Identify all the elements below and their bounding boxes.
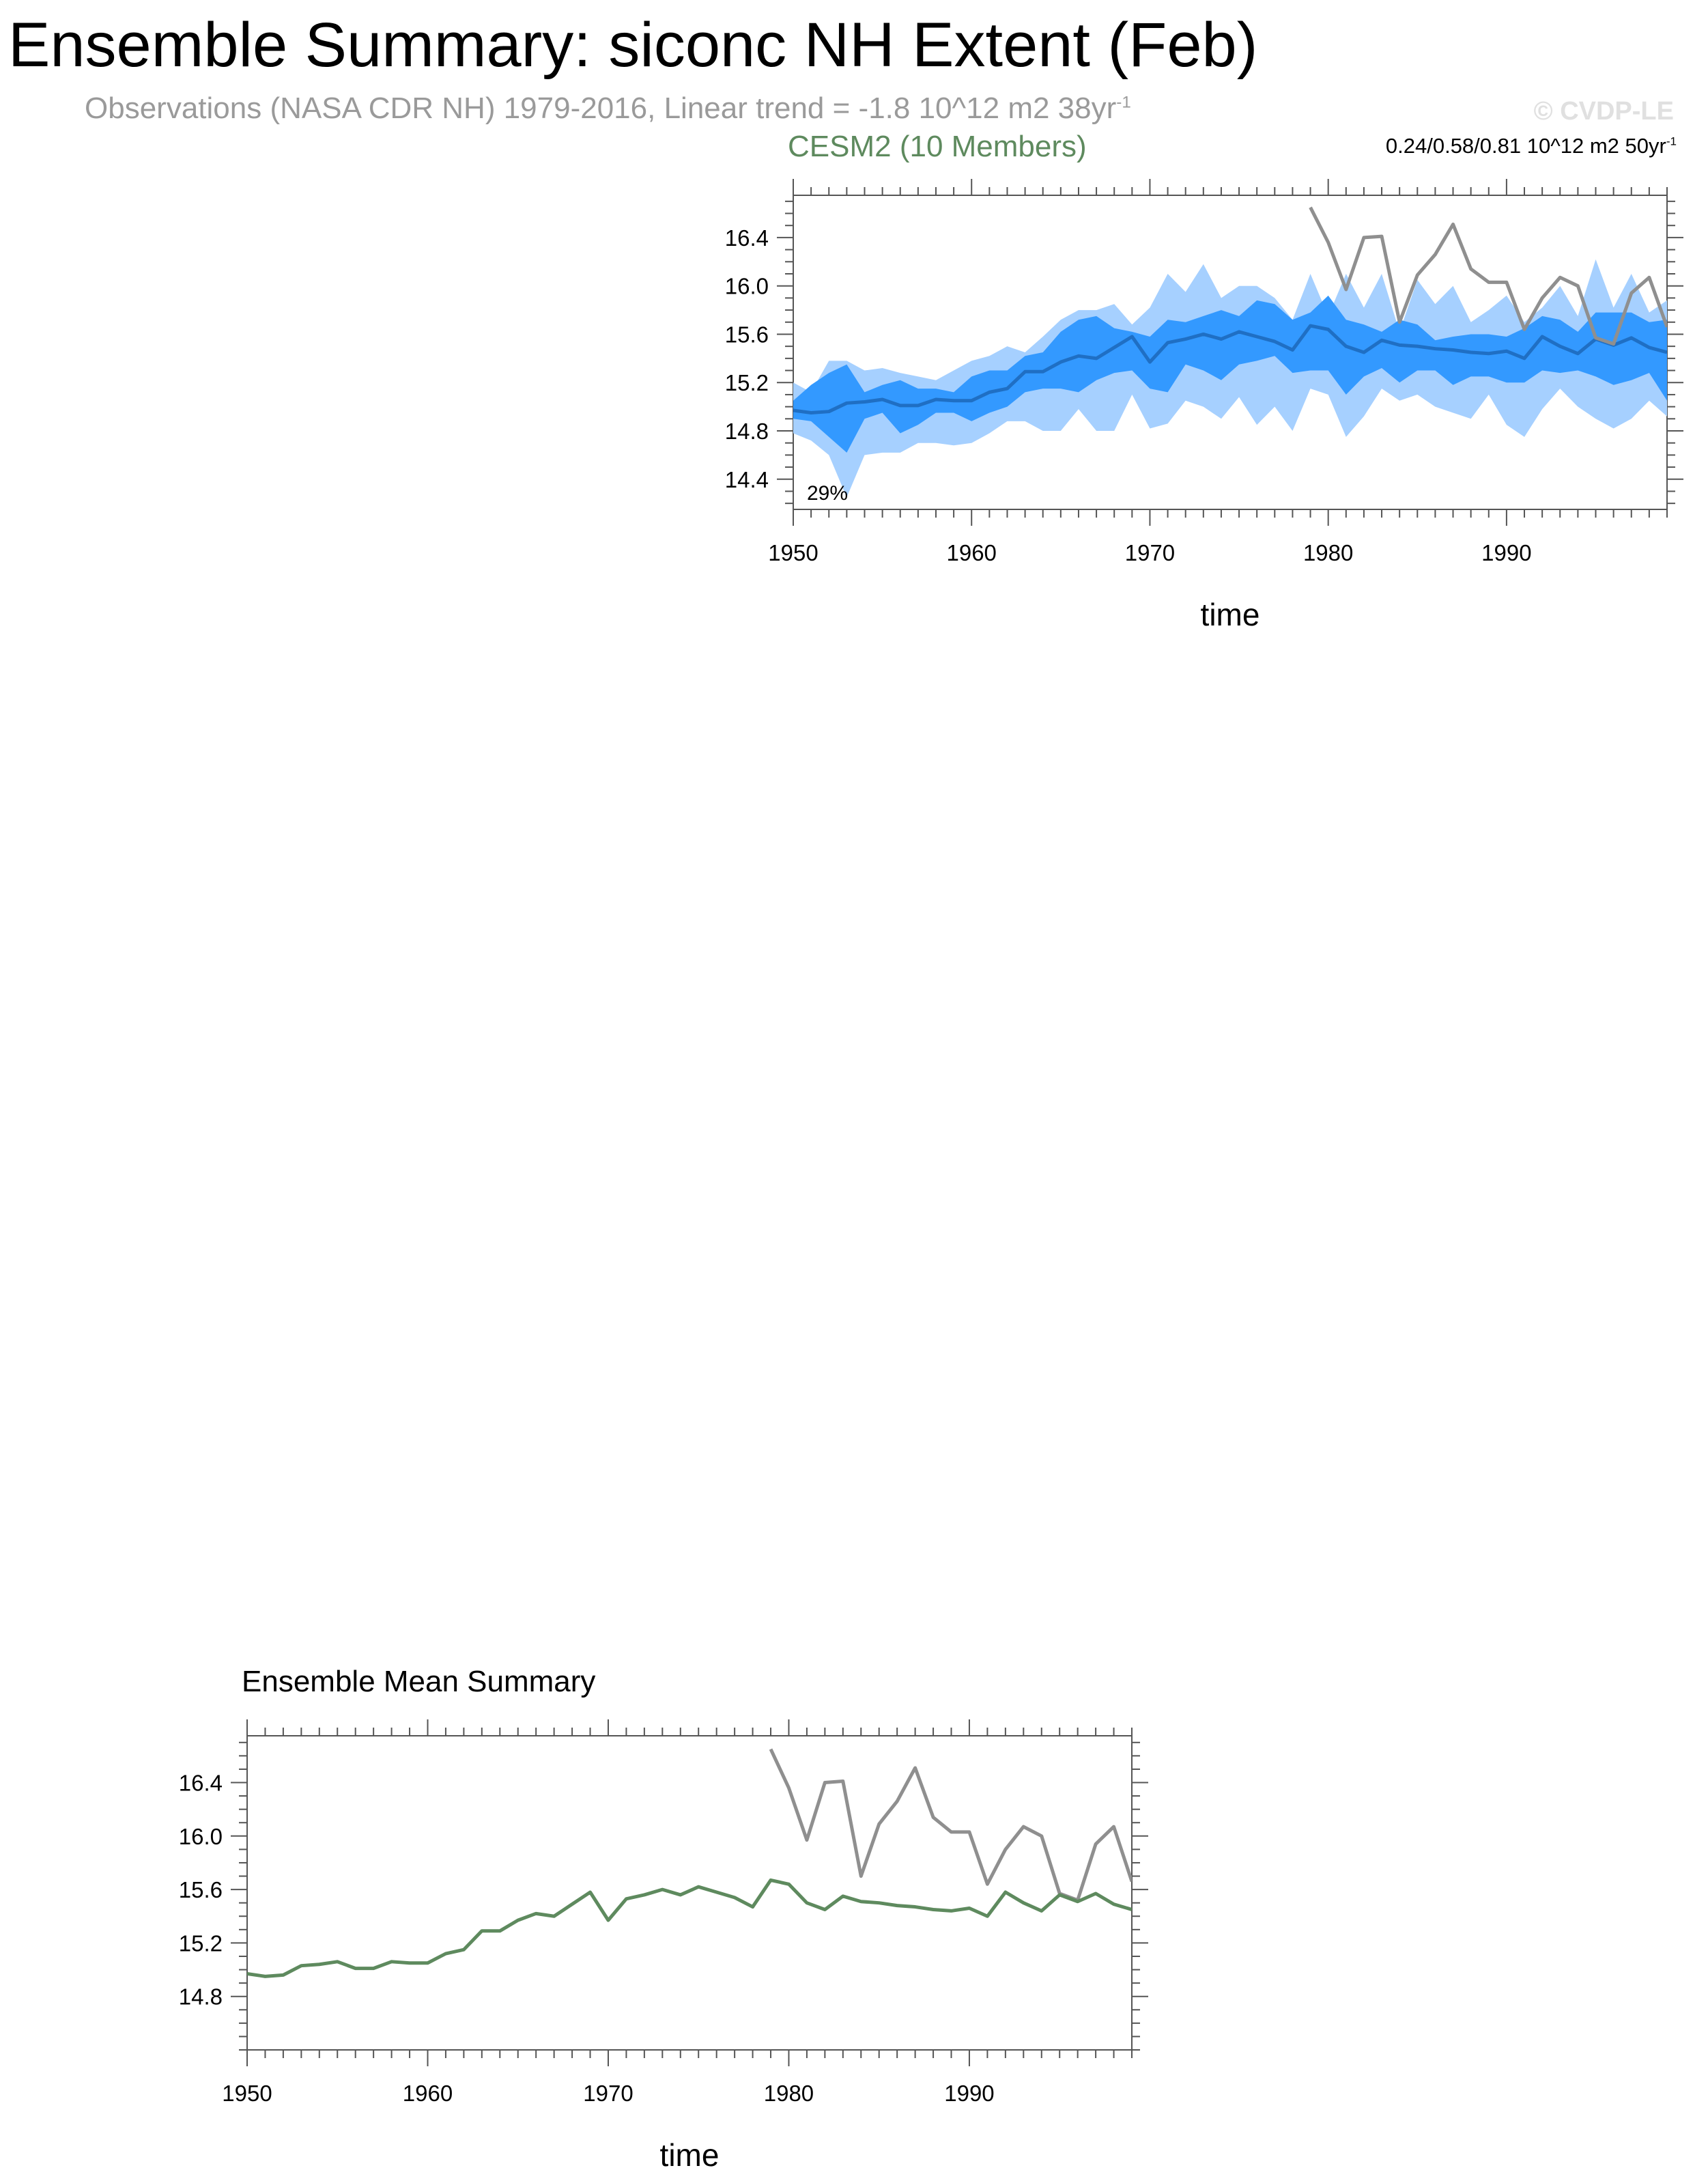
plot-frame [247, 1736, 1132, 2050]
observations-subtitle [85, 92, 1131, 126]
x-tick-label: 1990 [1481, 540, 1532, 565]
x-tick-label: 1950 [222, 2081, 272, 2106]
x-axis-label: time [1200, 597, 1260, 632]
y-tick-label: 16.4 [724, 225, 769, 251]
observations-line [771, 1749, 1132, 1900]
percent-annotation: 29% [807, 482, 849, 505]
trend-stats-label [1386, 134, 1677, 158]
y-tick-label: 15.6 [178, 1877, 223, 1903]
x-tick-label: 1960 [946, 540, 997, 565]
top-chart [683, 157, 1708, 649]
figure-title: Ensemble Summary: siconc NH Extent (Feb) [8, 10, 1258, 80]
x-tick-label: 1960 [402, 2081, 453, 2106]
ensemble-mean-title: Ensemble Mean Summary [242, 1665, 596, 1698]
observations-subtitle-text: Observations (NASA CDR NH) 1979-2016, Linear trend = -1.8 10^12 m2 38yr [85, 92, 1117, 125]
y-tick-label: 14.4 [724, 466, 769, 492]
x-tick-label: 1970 [583, 2081, 634, 2106]
trend-stats-text: 0.24/0.58/0.81 10^12 m2 50yr [1385, 134, 1666, 158]
ensemble-range-band [793, 259, 1667, 498]
y-tick-label: 15.2 [178, 1930, 223, 1956]
x-tick-label: 1950 [768, 540, 819, 565]
y-tick-label: 16.0 [178, 1823, 223, 1849]
y-tick-label: 15.2 [724, 370, 769, 396]
model-mean-line [247, 1880, 1132, 1976]
y-tick-label: 16.0 [724, 273, 769, 299]
x-tick-label: 1990 [944, 2081, 995, 2106]
y-tick-label: 14.8 [178, 1984, 223, 2010]
y-tick-label: 16.4 [178, 1770, 223, 1796]
x-tick-label: 1980 [763, 2081, 814, 2106]
y-tick-label: 15.6 [724, 322, 769, 348]
top-plot-area [793, 208, 1667, 498]
model-title: CESM2 (10 Members) [788, 130, 1087, 163]
watermark: © CVDP-LE [1533, 97, 1674, 126]
trend-stats-exponent: -1 [1666, 135, 1677, 148]
bottom-chart [137, 1693, 1201, 2171]
x-tick-label: 1980 [1303, 540, 1354, 565]
x-tick-label: 1970 [1124, 540, 1176, 565]
x-axis-label: time [659, 2137, 720, 2171]
bottom-plot-area [247, 1749, 1132, 1977]
observations-subtitle-exponent: -1 [1116, 93, 1131, 112]
y-tick-label: 14.8 [724, 419, 769, 444]
